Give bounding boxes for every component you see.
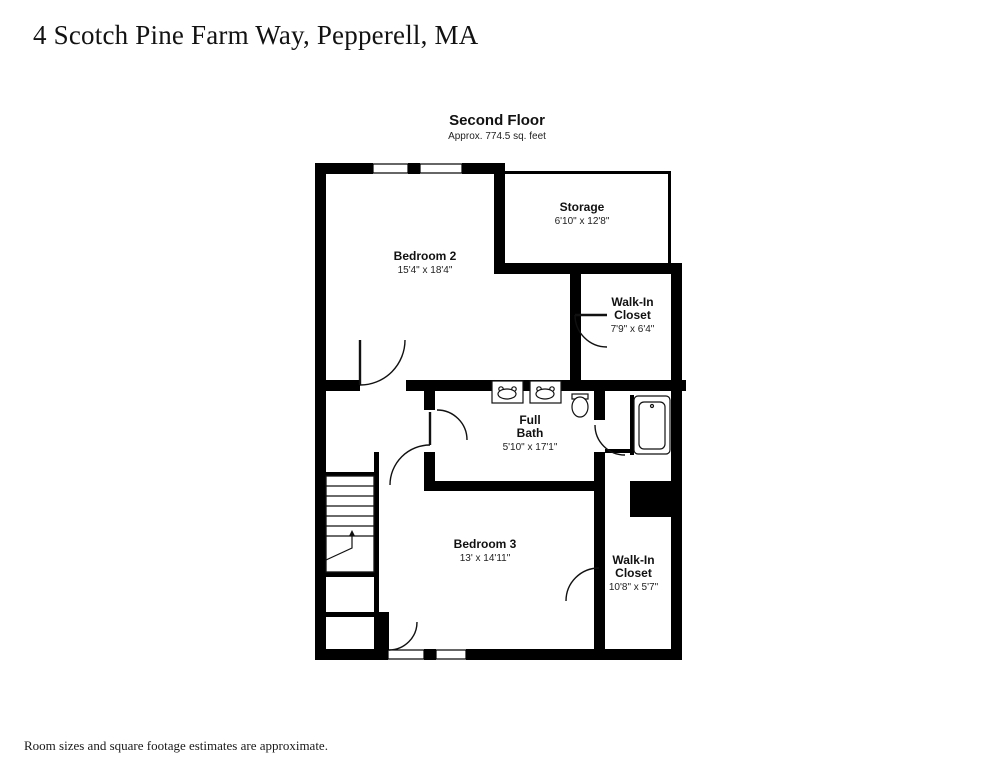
room-dims: 10'8" x 5'7" <box>608 582 659 593</box>
room-name: Storage <box>559 200 605 214</box>
room-name: Bedroom 3 <box>453 537 517 551</box>
room-dims: 7'9" x 6'4" <box>610 324 655 335</box>
room-dims: 15'4" x 18'4" <box>397 265 453 276</box>
room-name-line2: Bath <box>516 426 544 440</box>
room-name: Walk-In <box>612 553 655 567</box>
bath-fixtures <box>492 381 670 454</box>
room-name: Full <box>519 413 541 427</box>
windows <box>373 164 466 659</box>
staircase <box>326 476 374 572</box>
room-dims: 6'10" x 12'8" <box>554 216 610 227</box>
room-dims: 5'10" x 17'1" <box>502 442 558 453</box>
floor-area: Approx. 774.5 sq. feet <box>448 131 546 142</box>
room-name-line2: Closet <box>614 308 651 322</box>
room-name: Bedroom 2 <box>393 249 457 263</box>
exterior-walls <box>315 163 686 660</box>
room-name: Walk-In <box>611 295 654 309</box>
disclaimer-text: Room sizes and square footage estimates are approximate. <box>24 738 328 753</box>
room-dims: 13' x 14'11" <box>459 553 511 564</box>
page-title: 4 Scotch Pine Farm Way, Pepperell, MA <box>33 20 479 50</box>
room-name-line2: Closet <box>615 566 652 580</box>
floor-name: Second Floor <box>449 112 545 129</box>
